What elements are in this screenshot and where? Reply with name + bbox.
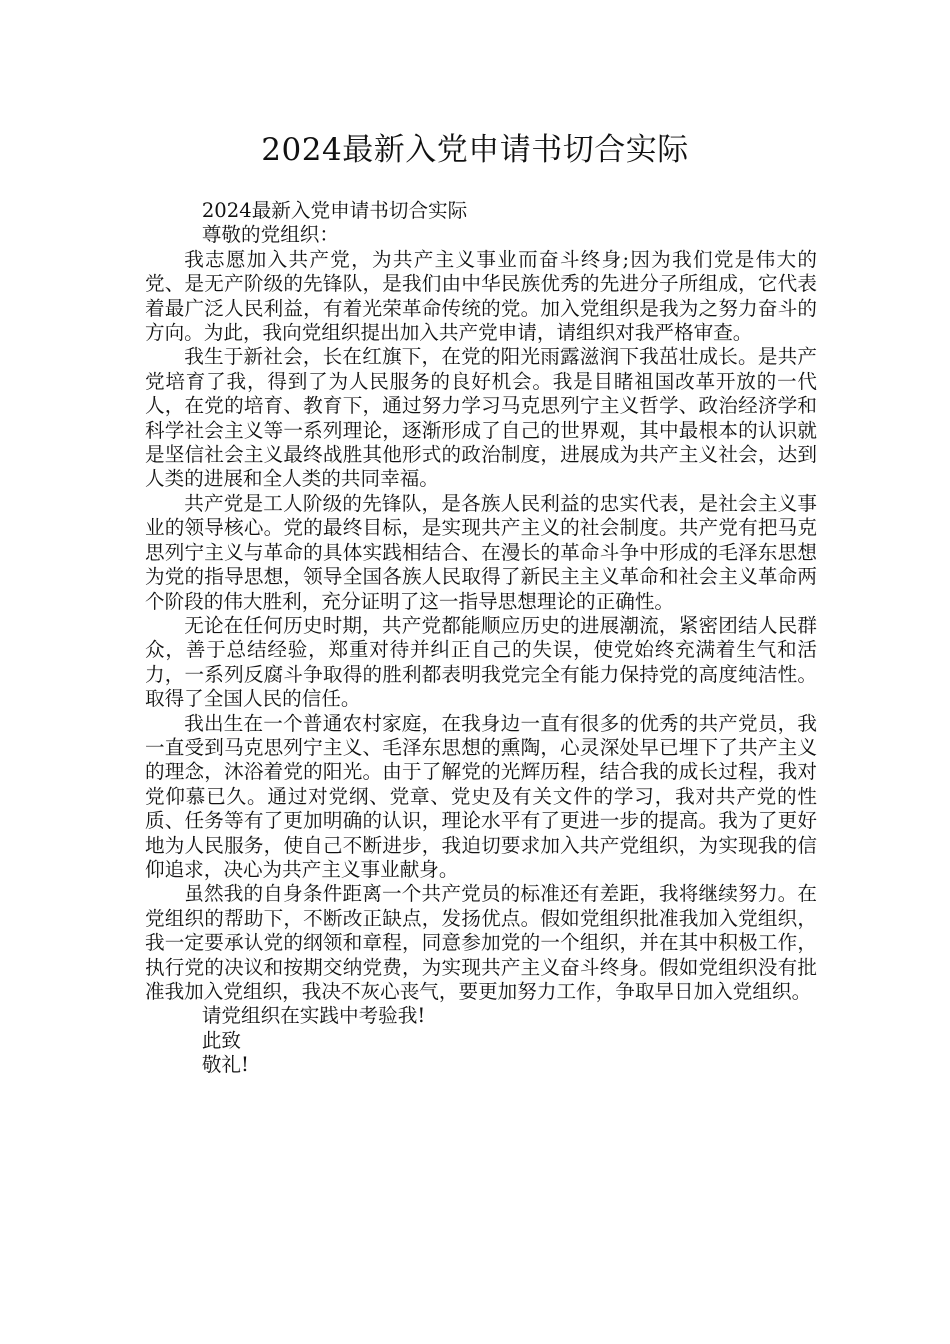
- body-paragraph-1: 我志愿加入共产党，为共产主义事业而奋斗终身;因为我们党是伟大的党、是无产阶级的先锋队，是我们由中华民族优秀的先进分子所组成，它代表着最广泛人民利益，有着光荣革命传统的党。加入党组织是我为之努力奋斗的方向。为此，我向党组织提出加入共产党申请，请组织对我严格审查。: [145, 247, 817, 345]
- closing-line-2: 敬礼!: [201, 1053, 249, 1077]
- salutation: 尊敬的党组织：: [201, 223, 339, 247]
- closing-request: 请党组织在实践中考验我!: [201, 1004, 426, 1028]
- closing-line-1: 此致: [201, 1028, 242, 1052]
- body-paragraph-3: 共产党是工人阶级的先锋队，是各族人民利益的忠实代表，是社会主义事业的领导核心。党的最终目标，是实现共产主义的社会制度。共产党有把马克思列宁主义与革命的具体实践相结合、在漫长的革命斗争中形成的毛泽东思想为党的指导思想，领导全国各族人民取得了新民主主义革命和社会主义革命两个阶段的伟大胜利，充分证明了这一指导思想理论的正确性。: [145, 491, 817, 613]
- document-body: [145, 199, 817, 1078]
- document-subtitle: 2024最新入党申请书切合实际: [201, 199, 468, 222]
- document-title: 2024最新入党申请书切合实际: [261, 132, 689, 168]
- body-paragraph-6: 虽然我的自身条件距离一个共产党员的标准还有差距，我将继续努力。在党组织的帮助下，不断改正缺点，发扬优点。假如党组织批准我加入党组织，我一定要承认党的纲领和章程，同意参加党的一个组织，并在其中积极工作，执行党的决议和按期交纳党费，为实现共产主义奋斗终身。假如党组织没有批准我加入党组织，我决不灰心丧气，要更加努力工作，争取早日加入党组织。: [145, 882, 817, 1003]
- body-paragraph-5: 我出生在一个普通农村家庭，在我身边一直有很多的优秀的共产党员，我一直受到马克思列宁主义、毛泽东思想的熏陶，心灵深处早已埋下了共产主义的理念，沐浴着党的阳光。由于了解党的光辉历程，结合我的成长过程，我对党仰慕已久。通过对党纲、党章、党史及有关文件的学习，我对共产党的性质、任务等有了更加明确的认识，理论水平有了更进一步的提高。我为了更好地为人民服务，使自己不断进步，我迫切要求加入共产党组织，为实现我的信仰追求，决心为共产主义事业献身。: [145, 711, 817, 881]
- body-paragraph-2: 我生于新社会，长在红旗下，在党的阳光雨露滋润下我茁壮成长。是共产党培育了我，得到了为人民服务的良好机会。我是目睹祖国改革开放的一代人，在党的培育、教育下，通过努力学习马克思列宁主义哲学、政治经济学和科学社会主义等一系列理论，逐渐形成了自己的世界观，其中最根本的认识就是坚信社会主义最终战胜其他形式的政治制度，进展成为共产主义社会，达到人类的进展和全人类的共同幸福。: [145, 345, 817, 491]
- body-paragraph-4: 无论在任何历史时期，共产党都能顺应历史的进展潮流，紧密团结人民群众，善于总结经验，郑重对待并纠正自己的失误，使党始终充满着生气和活力，一系列反腐斗争取得的胜利都表明我党完全有能力保持党的高度纯洁性。取得了全国人民的信任。: [145, 613, 817, 711]
